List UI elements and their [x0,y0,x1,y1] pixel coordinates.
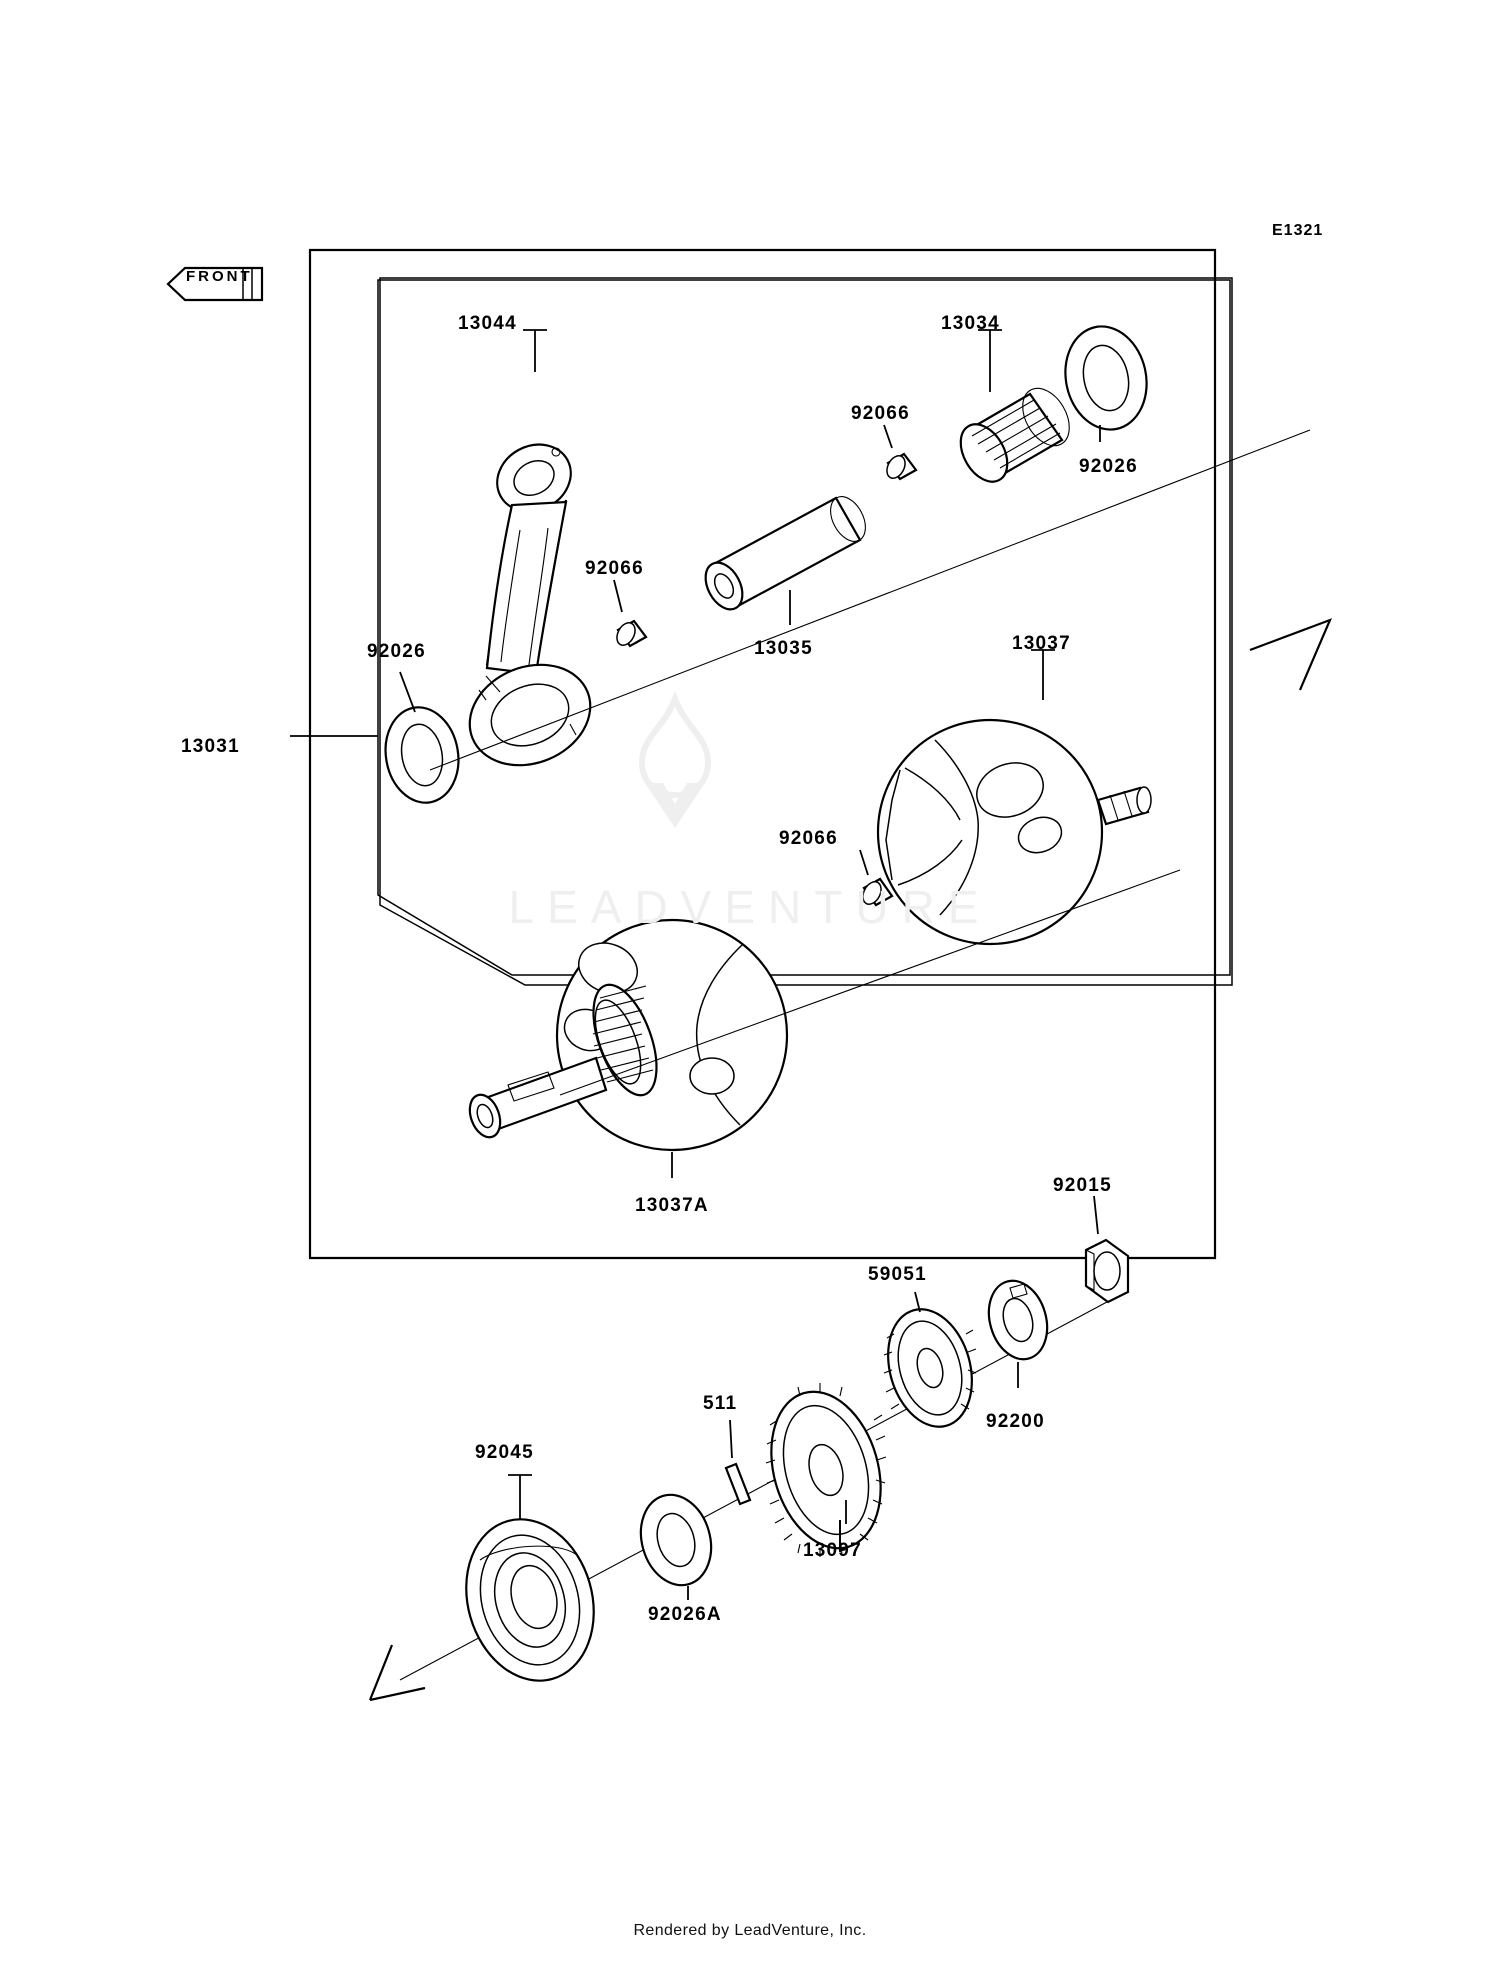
part-label-59051: 59051 [868,1264,927,1285]
pin-92066-upper [883,425,916,481]
part-label-92200: 92200 [986,1411,1045,1432]
part-label-92015: 92015 [1053,1175,1112,1196]
front-arrow-label: FRONT [186,268,253,285]
part-label-13044: 13044 [458,313,517,334]
part-label-13035: 13035 [754,638,813,659]
washer-92200 [980,1274,1056,1388]
connecting-rod-part [455,330,606,783]
part-label-511: 511 [703,1393,738,1414]
part-label-13037A: 13037A [635,1195,709,1216]
part-label-13034: 13034 [941,313,1000,334]
part-label-92026-left: 92026 [367,641,426,662]
bearing-92045 [448,1475,612,1696]
part-label-92026A: 92026A [648,1604,722,1625]
part-label-13097: 13097 [803,1540,862,1561]
watermark-text: LEADVENTURE [508,881,992,933]
part-label-92045: 92045 [475,1442,534,1463]
part-label-92066-left: 92066 [585,558,644,579]
crank-pin-13035 [698,491,872,625]
nut-92015 [1086,1196,1128,1302]
part-label-92026-upper: 92026 [1079,456,1138,477]
part-label-92066-upper: 92066 [851,403,910,424]
needle-bearing-13034 [951,330,1079,490]
diagram-code-label: E1321 [1272,222,1324,239]
part-label-13037: 13037 [1012,633,1071,654]
pin-92066-left [613,580,646,648]
part-label-92066-lower: 92066 [779,828,838,849]
washer-92026-left [378,672,466,809]
crank-web-13037 [878,650,1151,944]
washer-92026-upper [1056,319,1156,442]
woodruff-key-511 [726,1420,750,1504]
part-label-13031: 13031 [181,736,240,757]
gear-13097 [754,1379,898,1561]
crank-web-13037A [464,920,787,1178]
gear-59051 [875,1292,985,1437]
footer-credit: Rendered by LeadVenture, Inc. [633,1922,867,1939]
washer-92026A [631,1486,722,1600]
